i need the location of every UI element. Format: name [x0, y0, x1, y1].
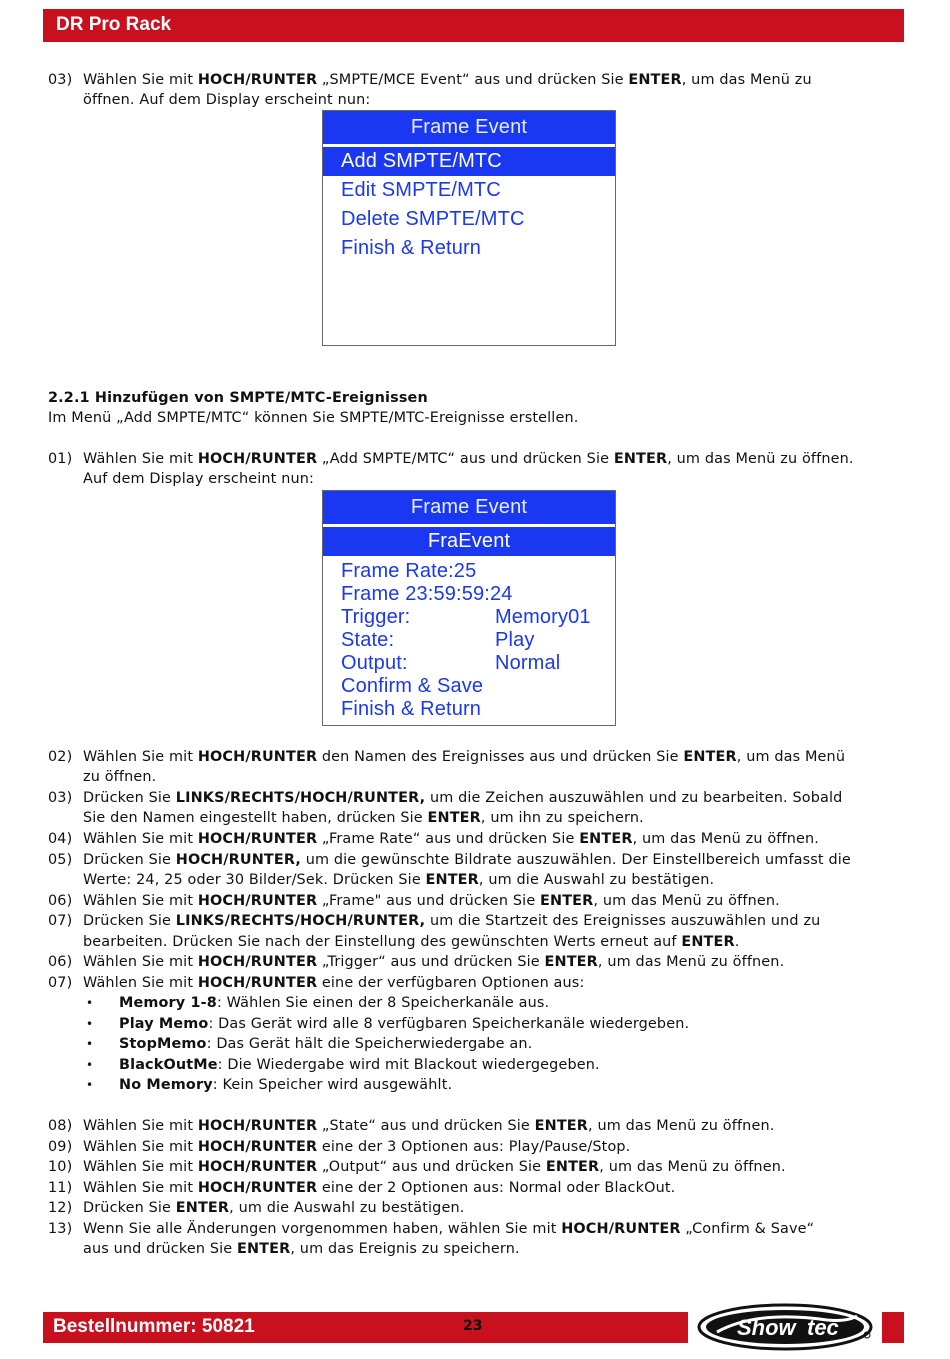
text: , um das Menü zu öffnen.	[599, 1159, 786, 1175]
text: eine der 3 Optionen aus: Play/Pause/Stop.	[317, 1139, 631, 1155]
text: : Die Wiedergabe wird mit Blackout wiedergegeben.	[217, 1057, 600, 1073]
text: Drücken Sie	[83, 913, 176, 929]
key-label: LINKS/RECHTS/HOCH/RUNTER,	[175, 913, 426, 929]
text: „Frame Rate“ aus und drücken Sie	[317, 831, 580, 847]
text: Wenn Sie alle Änderungen vorgenommen haben, wählen Sie mit	[83, 1221, 562, 1237]
text: „Output“ aus und drücken Sie	[317, 1159, 546, 1175]
text: „Frame" aus und drücken Sie	[317, 893, 541, 909]
display-finish: Finish & Return	[341, 698, 482, 720]
option-name: Memory 1-8	[119, 995, 217, 1011]
display-selected-item: Add SMPTE/MTC	[323, 147, 615, 176]
display-frame-time: Frame 23:59:59:24	[341, 583, 513, 605]
display-frame-rate: Frame Rate:25	[341, 560, 477, 582]
step-text	[83, 747, 903, 767]
text: Wählen Sie mit	[83, 893, 198, 909]
step-number: 01)	[48, 451, 73, 467]
text: eine der 2 Optionen aus: Normal oder BlackOut.	[317, 1180, 676, 1196]
text: um die Startzeit des Ereignisses auszuwählen und zu	[425, 913, 821, 929]
showtec-logo-icon	[697, 1302, 877, 1352]
text: „Confirm & Save“	[680, 1221, 815, 1237]
option-name: StopMemo	[119, 1036, 207, 1052]
text: Wählen Sie mit	[83, 831, 198, 847]
text: , um das Menü zu	[681, 72, 812, 88]
bullet-icon: •	[86, 996, 94, 1010]
step-number: 13)	[48, 1221, 73, 1237]
key-label: HOCH/RUNTER	[197, 1139, 318, 1155]
step-number: 06)	[48, 954, 73, 970]
text: Wählen Sie mit	[83, 1139, 198, 1155]
key-label: ENTER	[613, 451, 668, 467]
text: Wählen Sie mit	[83, 1180, 198, 1196]
text: : Kein Speicher wird ausgewählt.	[212, 1077, 453, 1093]
step-text	[83, 1157, 903, 1177]
display-key: State:	[341, 629, 395, 651]
text: Werte: 24, 25 oder 30 Bilder/Sek. Drücken Sie	[83, 872, 426, 888]
option-name: No Memory	[119, 1077, 213, 1093]
option-name: Play Memo	[119, 1016, 209, 1032]
bullet-text	[119, 1014, 899, 1034]
text: , um die Auswahl zu bestätigen.	[478, 872, 715, 888]
display-value: Memory01	[495, 606, 591, 628]
step-text	[83, 973, 903, 993]
step-text	[83, 1178, 903, 1198]
step-number: 07)	[48, 975, 73, 991]
text: Sie den Namen eingestellt haben, drücken Sie	[83, 810, 428, 826]
step-number: 08)	[48, 1118, 73, 1134]
key-label: HOCH/RUNTER,	[175, 852, 301, 868]
text: Wählen Sie mit	[83, 451, 198, 467]
text: „Add SMPTE/MTC“ aus und drücken Sie	[317, 451, 614, 467]
key-label: ENTER	[683, 749, 737, 765]
text: , um das Menü zu öffnen.	[593, 893, 780, 909]
step-text	[83, 70, 903, 90]
step-number: 06)	[48, 893, 73, 909]
display-item: Edit SMPTE/MTC	[341, 179, 501, 201]
lcd-display-fraevent	[322, 490, 616, 726]
bullet-icon: •	[86, 1037, 94, 1051]
step-text	[83, 1219, 903, 1239]
text: bearbeiten. Drücken Sie nach der Einstellung des gewünschten Werts erneut auf	[83, 934, 682, 950]
display-output-row	[323, 652, 615, 675]
display-value: Normal	[495, 652, 561, 674]
bullet-text	[119, 993, 899, 1013]
text: um die Zeichen auszuwählen und zu bearbeiten. Sobald	[425, 790, 843, 806]
key-label: ENTER	[544, 954, 598, 970]
text: .	[734, 934, 740, 950]
section-intro: Im Menü „Add SMPTE/MTC“ können Sie SMPTE/MTC-Ereignisse erstellen.	[48, 410, 579, 426]
section-heading: 2.2.1 Hinzufügen von SMPTE/MTC-Ereignissen	[48, 390, 428, 406]
step-number: 12)	[48, 1200, 73, 1216]
bullet-icon: •	[86, 1017, 94, 1031]
key-label: HOCH/RUNTER	[197, 749, 318, 765]
step-number: 03)	[48, 72, 73, 88]
document-title: DR Pro Rack	[56, 14, 172, 35]
key-label: ENTER	[425, 872, 479, 888]
step-number: 09)	[48, 1139, 73, 1155]
lcd-display-frame-event-menu	[322, 110, 616, 346]
step-text	[83, 952, 903, 972]
key-label: HOCH/RUNTER	[197, 451, 318, 467]
step-number: 10)	[48, 1159, 73, 1175]
step-text	[83, 1116, 903, 1136]
showtec-logo	[697, 1302, 877, 1352]
svg-text:Show: Show	[737, 1315, 796, 1340]
key-label: HOCH/RUNTER	[197, 893, 318, 909]
bullet-text	[119, 1075, 899, 1095]
order-number: Bestellnummer: 50821	[53, 1316, 255, 1337]
step-text	[83, 932, 903, 952]
key-label: HOCH/RUNTER	[197, 1180, 318, 1196]
header-bar	[43, 9, 904, 42]
footer-accent-bar	[882, 1312, 904, 1343]
step-text	[83, 788, 903, 808]
key-label: HOCH/RUNTER	[561, 1221, 681, 1237]
text: Wählen Sie mit	[83, 954, 198, 970]
bullet-icon: •	[86, 1078, 94, 1092]
display-item: Delete SMPTE/MTC	[341, 208, 525, 230]
text: : Das Gerät hält die Speicherwiedergabe an.	[206, 1036, 533, 1052]
step-number: 04)	[48, 831, 73, 847]
step-text	[83, 808, 903, 828]
text: , um das Menü zu öffnen.	[632, 831, 819, 847]
text: , um das Menü zu öffnen.	[667, 451, 854, 467]
key-label: LINKS/RECHTS/HOCH/RUNTER,	[175, 790, 426, 806]
text: Wählen Sie mit	[83, 72, 198, 88]
step-number: 02)	[48, 749, 73, 765]
text: Wählen Sie mit	[83, 1118, 198, 1134]
key-label: ENTER	[545, 1159, 600, 1175]
display-value: Play	[495, 629, 535, 651]
key-label: ENTER	[175, 1200, 230, 1216]
bullet-text	[119, 1034, 899, 1054]
text: Drücken Sie	[83, 790, 176, 806]
key-label: ENTER	[628, 72, 682, 88]
step-text	[83, 870, 903, 890]
text: um die gewünschte Bildrate auszuwählen. Der Einstellbereich umfasst die	[300, 852, 851, 868]
step-text: öffnen. Auf dem Display erscheint nun:	[83, 92, 371, 108]
step-text: Auf dem Display erscheint nun:	[83, 471, 315, 487]
display-item: Finish & Return	[341, 237, 482, 259]
key-label: ENTER	[534, 1118, 589, 1134]
display-trigger-row	[323, 606, 615, 629]
step-number: 03)	[48, 790, 73, 806]
bullet-icon: •	[86, 1058, 94, 1072]
display-title: Frame Event	[323, 111, 615, 144]
key-label: HOCH/RUNTER	[197, 72, 318, 88]
text: Wählen Sie mit	[83, 1159, 198, 1175]
step-text	[83, 449, 903, 469]
text: „State“ aus und drücken Sie	[317, 1118, 535, 1134]
key-label: ENTER	[681, 934, 735, 950]
step-text	[83, 850, 903, 870]
text: den Namen des Ereignisses aus und drücken Sie	[317, 749, 684, 765]
display-title: Frame Event	[323, 491, 615, 524]
key-label: ENTER	[540, 893, 594, 909]
text: „Trigger“ aus und drücken Sie	[317, 954, 545, 970]
step-text	[83, 1198, 903, 1218]
display-confirm: Confirm & Save	[341, 675, 484, 697]
key-label: HOCH/RUNTER	[197, 831, 318, 847]
key-label: HOCH/RUNTER	[197, 975, 318, 991]
bullet-text	[119, 1055, 899, 1075]
step-text: zu öffnen.	[83, 769, 157, 785]
display-state-row	[323, 629, 615, 652]
text: Wählen Sie mit	[83, 749, 198, 765]
display-key: Output:	[341, 652, 408, 674]
key-label: ENTER	[236, 1241, 291, 1257]
display-selected-item: FraEvent	[323, 527, 615, 556]
text: , um die Auswahl zu bestätigen.	[229, 1200, 465, 1216]
option-name: BlackOutMe	[119, 1057, 218, 1073]
text: , um das Menü zu öffnen.	[588, 1118, 775, 1134]
text: Wählen Sie mit	[83, 975, 198, 991]
footer-bar	[43, 1312, 688, 1343]
page-number: 23	[463, 1318, 483, 1334]
text: Drücken Sie	[83, 1200, 176, 1216]
step-text	[83, 829, 903, 849]
text: , um das Menü zu öffnen.	[597, 954, 785, 970]
step-text	[83, 1137, 903, 1157]
text: eine der verfügbaren Optionen aus:	[317, 975, 585, 991]
text: : Das Gerät wird alle 8 verfügbaren Speicherkanäle wiedergeben.	[208, 1016, 690, 1032]
display-key: Trigger:	[341, 606, 411, 628]
text: , um das Menü	[736, 749, 846, 765]
key-label: HOCH/RUNTER	[197, 1159, 318, 1175]
text: aus und drücken Sie	[83, 1241, 237, 1257]
key-label: ENTER	[579, 831, 633, 847]
key-label: ENTER	[427, 810, 481, 826]
step-number: 05)	[48, 852, 73, 868]
step-number: 11)	[48, 1180, 73, 1196]
text: , um ihn zu speichern.	[480, 810, 644, 826]
text: : Wählen Sie einen der 8 Speicherkanäle aus.	[216, 995, 550, 1011]
text: , um das Ereignis zu speichern.	[290, 1241, 520, 1257]
step-text	[83, 911, 903, 931]
text: „SMPTE/MCE Event“ aus und drücken Sie	[317, 72, 629, 88]
step-text	[83, 1239, 903, 1259]
step-number: 07)	[48, 913, 73, 929]
text: Drücken Sie	[83, 852, 176, 868]
key-label: HOCH/RUNTER	[197, 954, 318, 970]
svg-text:tec: tec	[807, 1315, 839, 1340]
key-label: HOCH/RUNTER	[197, 1118, 318, 1134]
step-text	[83, 891, 903, 911]
